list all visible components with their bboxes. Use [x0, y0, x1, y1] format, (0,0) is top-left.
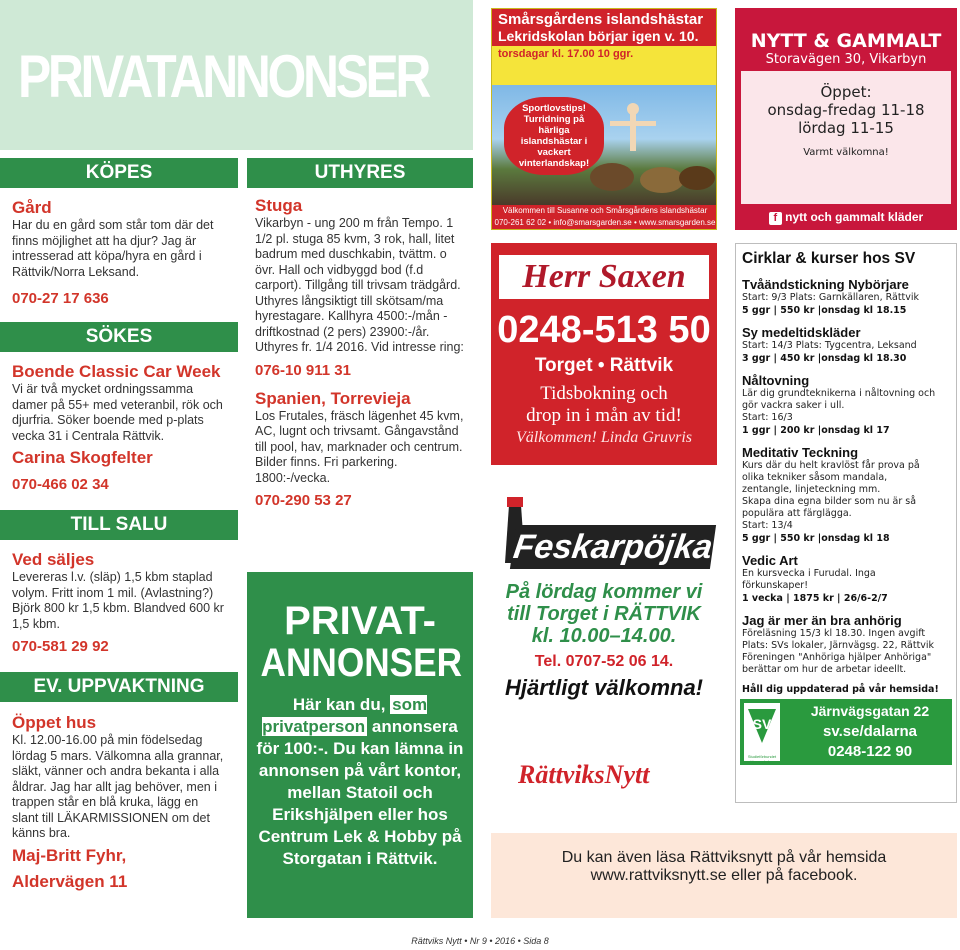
sv-course-line: populära att färglägga.: [742, 508, 852, 519]
sv-course-line: Start: 13/4: [742, 520, 793, 531]
sv-course-line: Skapa dina egna bilder som nu är så: [742, 496, 917, 507]
uthyres-column: [247, 158, 473, 558]
uthyres-ad2-phone: 070-290 53 27: [255, 492, 352, 509]
sv-course-line: Start: 14/3 Plats: Tygcentra, Leksand: [742, 340, 917, 351]
header-banner: [0, 0, 473, 150]
sv-logo: [744, 703, 780, 764]
nytt-gammalt-title-bar: [741, 14, 951, 71]
privat-box: [247, 572, 473, 918]
feskarpojka-line3: kl. 10.00–14.00.: [531, 625, 677, 647]
till-salu-title: Ved säljes: [12, 550, 95, 569]
sv-course-line: olika tekniker såsom mandala,: [742, 472, 888, 483]
sv-course-line: förkunskaper!: [742, 580, 809, 591]
nytt-gammalt-hours2: lördag 11-15: [798, 119, 894, 137]
sv-logo-icon: [744, 703, 780, 749]
sv-course-price: 3 ggr | 450 kr |onsdag kl 18.30: [742, 353, 907, 364]
uppvaktning-heading: EV. UPPVAKTNING: [0, 672, 238, 702]
feskarpojka-line4: Hjärtligt välkomna!: [504, 675, 704, 700]
sv-course-title: Jag är mer än bra anhörig: [742, 613, 902, 628]
sv-course-title: Sy medeltidskläder: [742, 325, 861, 340]
sv-course-line: Lär dig grundteknikerna i nåltovning och: [742, 388, 936, 399]
smarsgarden-ad: [491, 8, 717, 230]
sv-course-list: [742, 277, 952, 676]
smarsgarden-photo: [492, 85, 717, 205]
page-title: PRIVATANNONSER: [18, 43, 429, 110]
smarsgarden-title1: Smårsgårdens islandshästar: [492, 9, 716, 28]
nytt-gammalt-hours1: onsdag-fredag 11-18: [767, 101, 925, 119]
herr-saxen-logo: Herr Saxen: [499, 255, 709, 299]
sv-course: [742, 445, 952, 544]
feskarpojka-ad: [491, 495, 717, 715]
till-salu-body: Levereras l.v. (släp) 1,5 kbm staplad volym. Fritt inom 1 mil. (Avlastning?) Björk 800 kr 1,5 kbm. Blandved 600 kr 1,5 kbm.: [12, 570, 224, 631]
feskarpojka-line2: till Torget i RÄTTVIK: [507, 603, 701, 625]
sv-course-title: Nåltovning: [742, 373, 810, 388]
smarsgarden-bubble: Sportlovstips! Turridning på härliga islandshästar i vackert vinterlandskap!: [504, 97, 604, 175]
smarsgarden-subtitle: torsdagar kl. 17.00 10 ggr.: [498, 48, 634, 60]
sv-course-title: Tvåändstickning Nybörjare: [742, 277, 909, 292]
till-salu-phone: 070-581 29 92: [12, 638, 109, 655]
kopes-heading: KÖPES: [0, 158, 238, 188]
kopes-phone: 070-27 17 636: [12, 290, 109, 307]
sokes-phone: 070-466 02 34: [12, 476, 109, 493]
feskarpojka-tel: Tel. 0707-52 06 14.: [534, 653, 674, 670]
sv-course-title: Vedic Art: [742, 553, 798, 568]
sokes-title: Boende Classic Car Week: [12, 362, 221, 381]
uppvaktning-title: Öppet hus: [12, 713, 97, 732]
sv-courses: [735, 243, 957, 803]
nytt-gammalt-address: Storavägen 30, Vikarbyn: [765, 52, 927, 67]
nytt-gammalt-ad: [735, 8, 957, 230]
uthyres-ad1-title: Stuga: [255, 196, 303, 215]
sv-course-price: 1 ggr | 200 kr |onsdag kl 17: [742, 425, 890, 436]
sv-logo-sub: Studieförbundet Vuxenskolan: [747, 754, 777, 764]
feskarpojka-logo: Feskarpöjka: [510, 525, 716, 569]
sv-heading: Cirklar & kurser hos SV: [742, 250, 916, 267]
sv-course: [742, 325, 952, 364]
sv-course-line: Föreläsning 15/3 kl 18.30. Ingen avgift: [742, 628, 926, 639]
uppvaktning-body: Kl. 12.00-16.00 på min födelsedag lördag 5 mars. Välkomna alla grannar, släkt, vänner och andra bekanta i alla åldrar. Jag har allt jag behöver, men i trappen står en blå kruka, lägg en slant till LÄKARMISSIONEN om det känns bra.: [12, 733, 224, 840]
sv-course-line: Föreningen "Anhöriga hjälper Anhöriga": [742, 652, 932, 663]
read-more-box: [491, 833, 957, 918]
sv-course-price: 1 vecka | 1875 kr | 26/6-2/7: [742, 593, 888, 604]
privat-box-text: Här kan du, som privatperson annonsera för 100:-. Du kan lämna in annonsen på vårt kontor, mellan Statoil och Erikshjälpen eller hos Centrum Lek & Hobby på Storgatan i Rättvik.: [256, 695, 464, 868]
uthyres-heading: UTHYRES: [247, 158, 473, 188]
sv-footer-note: Håll dig uppdaterad på vår hemsida!: [742, 684, 939, 695]
privat-box-title1: PRIVAT-: [284, 599, 436, 643]
uthyres-ad1-body: Vikarbyn - ung 200 m från Tempo. 1 1/2 pl. stuga 85 kvm, 3 rok, hall, litet badrum med duschkabin, tvättm. o övr. Hall och vidbyggd bod (f.d carport). Tillgång till trivsam trädgård. Uthyres långsiktigt till skötsam/ma hyrestagare. Kallhyra 4500:-/mån - driftkostnad (2 pers) 23900:-/år. Uthyres fr. 1/4 2016. Vid intresse ring:: [255, 216, 464, 354]
privat-box-highlight: som privatperson: [262, 695, 428, 736]
sv-course: [742, 373, 952, 436]
sv-course-line: Kurs där du helt kravlöst får prova på: [742, 460, 920, 471]
uppvaktning-address: Aldervägen 11: [12, 871, 128, 891]
sv-course-line: Plats: SVs lokaler, Järnvägsg. 22, Rättvik: [742, 640, 935, 651]
kopes-body: Har du en gård som står tom där det finns möjlighet att ha djur? Jag är intresserad att köpa/hyra en gård i Rättvik/Norra Leksand.: [12, 218, 214, 279]
facebook-icon: f: [769, 212, 782, 225]
sokes-body: Vi är två mycket ordningssamma damer på 55+ med veteranbil, rök och djurfria. Söker boende med p-plats vecka 31 i Centrala Rättvik.: [12, 382, 223, 443]
sv-course: [742, 613, 952, 676]
smarsgarden-footer1: Välkommen till Susanne och Smårsgårdens islandshästar: [502, 206, 708, 215]
nytt-gammalt-welcome: Varmt välkomna!: [803, 147, 889, 158]
smarsgarden-footer2: 070-261 62 02 • info@smarsgarden.se • www.smarsgarden.se: [494, 218, 716, 227]
sv-banner-phone: 0248-122 90: [827, 743, 913, 760]
nytt-gammalt-fb-bar: f nytt och gammalt kläder: [735, 204, 957, 230]
privat-box-title2: ANNONSER: [260, 641, 462, 685]
herr-saxen-line3: Välkommen! Linda Gruvris: [516, 429, 692, 446]
sv-banner-addr: Järnvägsgatan 22: [810, 703, 930, 719]
sv-course-price: 5 ggr | 550 kr |onsdag kl 18: [742, 533, 890, 544]
sv-course-line: berättar om hur de arbetar ideellt.: [742, 664, 907, 675]
uthyres-ad2-title: Spanien, Torrevieja: [255, 388, 411, 408]
uthyres-ad1-phone: 076-10 911 31: [255, 361, 351, 379]
herr-saxen-phone: 0248-513 50: [497, 309, 711, 351]
sv-banner-web: sv.se/dalarna: [823, 723, 917, 740]
herr-saxen-place: Torget • Rättvik: [534, 355, 674, 376]
sokes-contact: Carina Skogfelter: [12, 448, 153, 467]
herr-saxen-line2: drop in i mån av tid!: [526, 405, 682, 426]
kopes-title: Gård: [12, 198, 52, 217]
sv-course-line: En kursvecka i Furudal. Inga: [742, 568, 876, 579]
nytt-gammalt-title: NYTT & GAMMALT: [750, 30, 942, 52]
sv-course-title: Meditativ Teckning: [742, 445, 859, 460]
rattviksnytt-logo: RättviksNytt: [518, 760, 650, 789]
sv-course-line: gör vackra saker i ull.: [742, 400, 845, 411]
svg-text:SV: SV: [752, 716, 772, 732]
sv-course: [742, 553, 952, 604]
sv-course-line: Start: 9/3 Plats: Garnkällaren, Rättvik: [742, 292, 920, 303]
feskarpojka-line1: På lördag kommer vi: [505, 581, 703, 603]
read-more-line1: Du kan även läsa Rättviksnytt på vår hemsida: [561, 849, 887, 866]
sv-course-line: zentangle, linjeteckning mm.: [742, 484, 881, 495]
sv-course-price: 5 ggr | 550 kr |onsdag kl 18.15: [742, 305, 907, 316]
sv-banner: [740, 699, 952, 765]
smarsgarden-title2: Lekridskolan börjar igen v. 10.: [492, 28, 716, 46]
left-column: [0, 158, 238, 918]
nytt-gammalt-open: Öppet:: [820, 83, 872, 101]
page-footer: Rättviks Nytt • Nr 9 • 2016 • Sida 8: [411, 936, 549, 946]
sv-course: [742, 277, 952, 316]
uthyres-ad2-body: Los Frutales, fräsch lägenhet 45 kvm, AC, lugnt och trivsamt. Gångavstånd till pool, hav, marknader och centrum. Bilder finns. Fri parkering. 1800:-/vecka.: [255, 408, 464, 485]
sokes-heading: SÖKES: [0, 322, 238, 352]
herr-saxen-ad: [491, 243, 717, 465]
read-more-line2: www.rattviksnytt.se eller på facebook.: [590, 867, 858, 884]
sv-course-line: Start: 16/3: [742, 412, 793, 423]
uppvaktning-name: Maj-Britt Fyhr,: [12, 845, 127, 865]
herr-saxen-line1: Tidsbokning och: [540, 383, 668, 404]
till-salu-heading: TILL SALU: [0, 510, 238, 540]
